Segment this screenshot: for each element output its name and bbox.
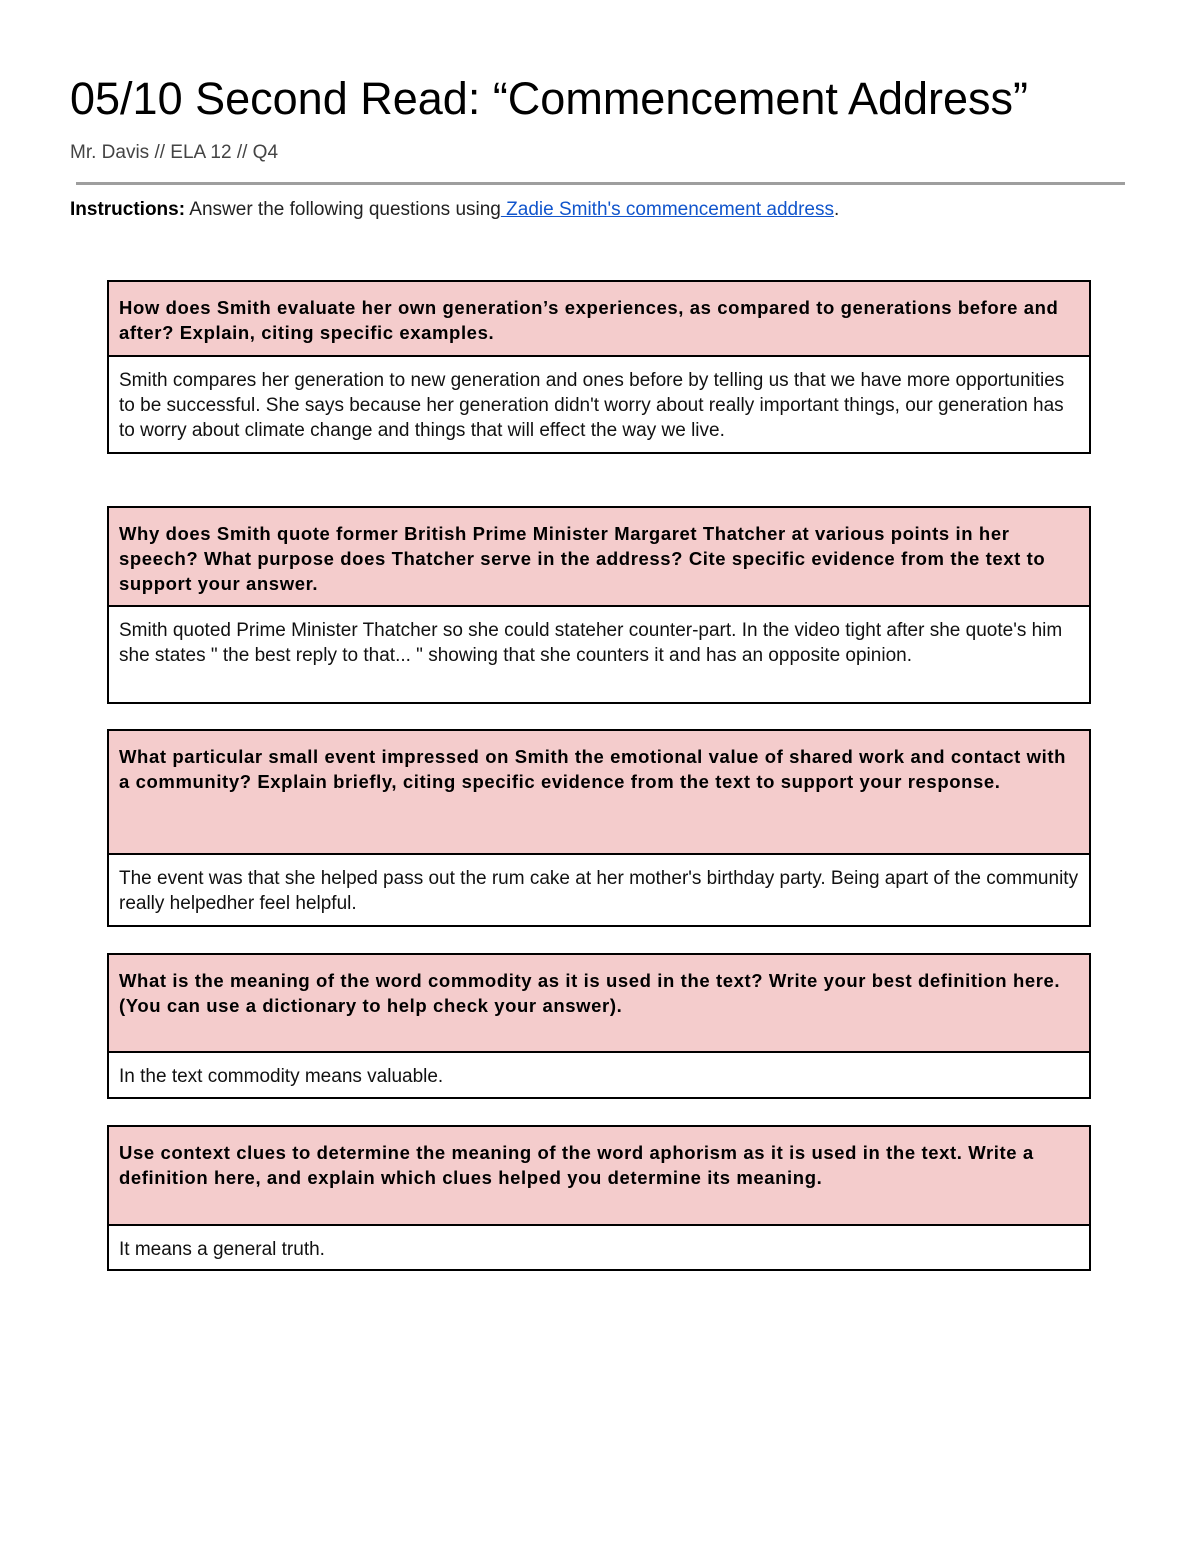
- question-box-1: [107, 280, 1091, 454]
- answer-2[interactable]: Smith quoted Prime Minister Thatcher so she could stateher counter-part. In the video tight after she quote's him she states " the best reply to that... " showing that she counters it and has an opposite opinion.: [119, 620, 1063, 666]
- question-box-3: [107, 729, 1091, 927]
- question-box-2: [107, 506, 1091, 704]
- question-2: Why does Smith quote former British Prime Minister Margaret Thatcher at various points in her speech? What purpose does Thatcher serve in the address? Cite specific evidence from the text to support your answer.: [109, 508, 1089, 607]
- instructions-label: Instructions:: [70, 199, 186, 220]
- question-box-5: [107, 1125, 1091, 1271]
- question-box-4: [107, 953, 1091, 1099]
- answer-1[interactable]: Smith compares her generation to new generation and ones before by telling us that we have more opportunities to be successful. She says because her generation didn't worry about really important things, our generation has to worry about climate change and things that will effect the way we live.: [119, 370, 1065, 441]
- question-5: Use context clues to determine the meaning of the word aphorism as it is used in the text. Write a definition here, and explain which clues helped you determine its meaning.: [109, 1127, 1089, 1226]
- page-title: 05/10 Second Read: “Commencement Address”: [70, 73, 1029, 124]
- answer-5[interactable]: It means a general truth.: [119, 1239, 325, 1260]
- horizontal-divider: [76, 182, 1125, 185]
- instructions-end: .: [833, 199, 840, 220]
- instructions: [70, 198, 839, 222]
- question-3: What particular small event impressed on Smith the emotional value of shared work and contact with a community? Explain briefly, citing specific evidence from the text to support your response.: [109, 731, 1089, 855]
- page-subtitle: Mr. Davis // ELA 12 // Q4: [70, 142, 279, 163]
- answer-3[interactable]: The event was that she helped pass out the rum cake at her mother's birthday party. Being apart of the community really helpedher feel helpful.: [119, 868, 1079, 914]
- instructions-text: Answer the following questions using: [185, 199, 501, 220]
- question-1: How does Smith evaluate her own generation’s experiences, as compared to generations before and after? Explain, citing specific examples.: [109, 282, 1089, 357]
- commencement-address-link[interactable]: Zadie Smith's commencement address: [500, 199, 834, 220]
- answer-4[interactable]: In the text commodity means valuable.: [119, 1066, 444, 1087]
- question-4: What is the meaning of the word commodity as it is used in the text? Write your best definition here. (You can use a dictionary to help check your answer).: [109, 955, 1089, 1053]
